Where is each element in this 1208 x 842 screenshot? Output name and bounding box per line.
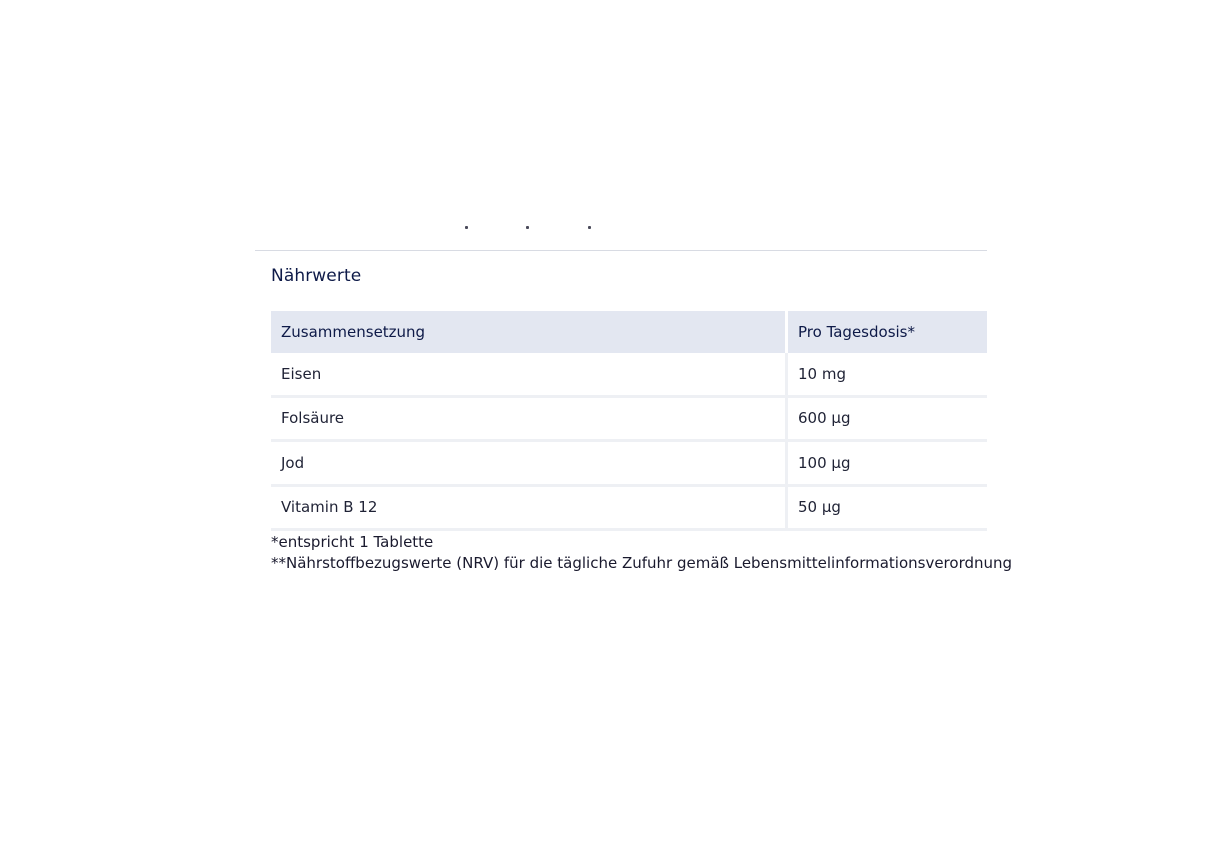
nutrient-amount: 600 µg: [798, 409, 851, 428]
section-title: Nährwerte: [271, 266, 362, 286]
nutrient-amount: 10 mg: [798, 364, 846, 383]
clipped-text-remnant: [460, 226, 600, 234]
nutrient-amount: 100 µg: [798, 453, 851, 472]
nutrition-table: [271, 311, 987, 531]
table-row: [271, 398, 987, 443]
column-header-composition: Zusammensetzung: [271, 311, 788, 353]
table-row: [271, 442, 987, 487]
nutrient-name: Folsäure: [271, 398, 788, 440]
section-divider: [255, 250, 987, 251]
table-row: [271, 353, 987, 398]
nutrient-name: Vitamin B 12: [271, 487, 788, 529]
footnote-nrv: **Nährstoffbezugswerte (NRV) für die tägliche Zufuhr gemäß Lebensmittelinformationsverordnung: [271, 554, 1013, 572]
column-header-daily-dose: Pro Tagesdosis*: [788, 311, 987, 353]
footnote-serving: *entspricht 1 Tablette: [271, 533, 434, 551]
nutrient-amount: 50 µg: [798, 498, 841, 517]
nutrient-name: Eisen: [271, 353, 788, 395]
footnotes: [271, 532, 1012, 574]
table-header-row: [271, 311, 987, 353]
nutrient-name: Jod: [271, 442, 788, 484]
table-row: [271, 487, 987, 532]
